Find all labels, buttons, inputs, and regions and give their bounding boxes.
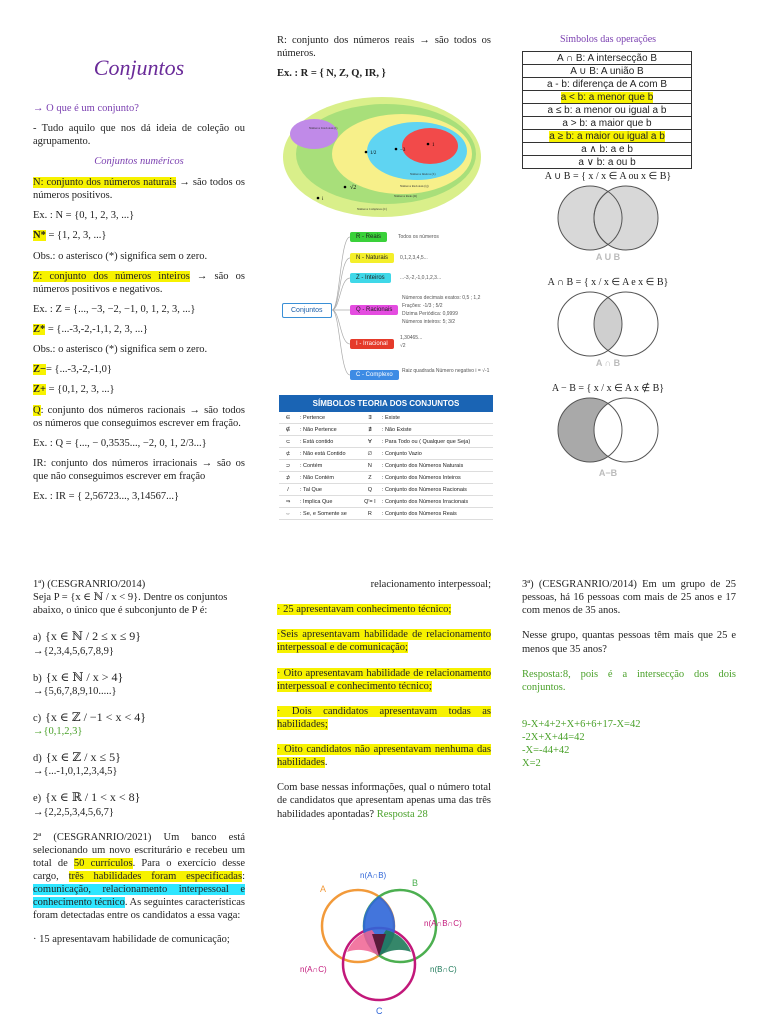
venn-label-ac: n(A∩C) xyxy=(300,965,327,974)
intersection-label: A ∩ B xyxy=(595,358,621,368)
operation-cell xyxy=(523,156,692,169)
complex-label: Números Complexos (C) xyxy=(357,207,388,211)
column-question-3 xyxy=(522,578,736,770)
q1-option-expression: b) {x ∈ ℕ / x > 4} xyxy=(33,669,124,684)
q3-answer: Resposta:8, pois é a intersecção dos dois conjuntos. xyxy=(522,668,736,693)
symbol-row xyxy=(279,472,493,484)
operation-cell xyxy=(523,65,692,78)
page-title: Conjuntos xyxy=(93,55,185,80)
operation-text: A ∪ B: A união B xyxy=(570,65,644,77)
symbol-glyph: N xyxy=(361,460,379,472)
difference-label: A−B xyxy=(598,468,618,478)
symbol-meaning: : Existe xyxy=(379,412,493,424)
sets-mindmap xyxy=(280,222,494,382)
q2-item-two: · Dois candidatos apresentavam todas as habilidades; xyxy=(277,705,491,730)
symbols-table-title: SÍMBOLOS TEORIA DOS CONJUNTOS xyxy=(279,395,493,412)
irrationals-example: Ex. : IR = { 2,56723..., 3,14567...} xyxy=(33,491,180,503)
symbol-glyph: Q xyxy=(361,484,379,496)
q1-option xyxy=(33,670,245,698)
operation-row xyxy=(523,52,692,65)
symbol-row xyxy=(279,412,493,424)
difference-venn xyxy=(522,394,694,482)
symbol-meaning: : Não está Contido xyxy=(297,448,361,460)
what-is-set-question: → O que é um conjunto? xyxy=(33,102,139,114)
symbol-glyph: ⊃ xyxy=(279,460,297,472)
three-set-venn xyxy=(300,868,475,1018)
operation-row xyxy=(523,130,692,143)
symbol-meaning: : Implica Que xyxy=(297,496,361,508)
diagram-i: i xyxy=(322,197,324,202)
diagram-dot-i xyxy=(317,197,320,200)
symbol-meaning: : Conjunto Vazio xyxy=(379,448,493,460)
integers-star: Z* = {...-3,-2,-1,1, 2, 3, ...} xyxy=(33,324,148,335)
mindmap-node-rationals: Q - Racionais xyxy=(350,305,398,315)
symbol-row xyxy=(279,424,493,436)
mindmap-desc-naturals: 0,1,2,3,4,5... xyxy=(400,255,428,261)
operation-row xyxy=(523,117,692,130)
mindmap-node-reals: R - Reais xyxy=(350,232,387,242)
union-venn xyxy=(522,182,694,264)
intersection-venn xyxy=(522,288,694,370)
reals-example: Ex. : R = { N, Z, Q, IR, } xyxy=(277,68,386,80)
union-label: A U B xyxy=(595,252,621,262)
symbol-glyph: Z xyxy=(361,472,379,484)
symbol-glyph: ∄ xyxy=(361,424,379,436)
integers-def: Z: conjunto dos números inteiros → são os números positivos e negativos. xyxy=(33,270,245,295)
naturals-example: Ex. : N = {0, 1, 2, 3, ...} xyxy=(33,210,135,222)
column-real-sets xyxy=(277,34,491,87)
column-natural-sets xyxy=(33,48,245,510)
q2-item-technical: · 25 apresentavam conhecimento técnico; xyxy=(277,604,452,616)
q2-item-communication: · 15 apresentavam habilidade de comunicação; xyxy=(33,933,230,945)
rationals-def: Q: conjunto dos números racionais → são todos os números que conseguimos escrever em fração. xyxy=(33,404,245,429)
mindmap-desc-integers: ...-3,-2,-1,0,1,2,3... xyxy=(400,275,442,281)
diagram-dot-one xyxy=(427,143,430,146)
mindmap-node-naturals: N - Naturais xyxy=(350,253,394,263)
q3-calc-line-1: 9-X+4+2+X+6+6+17-X=42 xyxy=(522,718,641,730)
symbol-meaning: : Não Existe xyxy=(379,424,493,436)
irrationals-label: Números Irracionais (I) xyxy=(309,126,338,130)
symbol-glyph: R xyxy=(361,508,379,520)
q1-option-expression: d) {x ∈ ℤ / x ≤ 5} xyxy=(33,750,121,765)
q3-calc-line-3: -X=-44+42 xyxy=(522,745,570,757)
naturals-star: N* = {1, 2, 3, ...} xyxy=(33,230,107,242)
column-questions-1-2 xyxy=(33,578,245,953)
diagram-sqrt2: √2 xyxy=(350,185,357,191)
diagram-half: 1/2 xyxy=(370,151,377,156)
symbol-glyph: / xyxy=(279,484,297,496)
operation-text: A ∩ B: A intersecção B xyxy=(556,52,658,64)
operation-text: a ≤ b: a menor ou igual a b xyxy=(547,104,667,116)
q1-option-expression: e) {x ∈ ℝ / 1 < x < 8} xyxy=(33,790,141,805)
irrationals-def: IR: conjunto dos números irracionais → são os que não conseguimos escrever em fração xyxy=(33,457,245,482)
symbol-meaning: : Se, e Somente se xyxy=(297,508,361,520)
symbol-glyph: ⇒ xyxy=(279,496,297,508)
mindmap-desc-rationals: Números decimais exatos: 0,5 ; 1,2 Frações: -1/3 ; 5/2 Dízima Periódica: 0,9999 Números inteiros: 5; 3/2 xyxy=(402,295,481,325)
q1-option-expression: c) {x ∈ ℤ / −1 < x < 4} xyxy=(33,709,146,724)
obs-asterisk-1: Obs.: o asterisco (*) significa sem o zero. xyxy=(33,250,208,262)
difference-formula: A − B = { x / x ∈ A x ∉ B} xyxy=(551,383,665,394)
q2-item-interpersonal: relacionamento interpessoal; xyxy=(370,579,491,590)
symbol-meaning: : Conjunto dos Números Reais xyxy=(379,508,493,520)
q2-question: Com base nessas informações, qual o número total de candidatos que apresentam apenas uma das três habilidades apontadas? Resposta 28 xyxy=(277,782,491,820)
venn-label-abc: n(A∩B∩C) xyxy=(424,919,462,928)
operation-text: a ∧ b: a e b xyxy=(581,143,633,155)
operation-row xyxy=(523,156,692,169)
symbol-row xyxy=(279,460,493,472)
diagram-dot-sqrt2 xyxy=(344,186,347,189)
operation-text: a > b: a maior que b xyxy=(562,117,652,129)
venn-label-bc: n(B∩C) xyxy=(430,965,457,974)
operation-text: a ≥ b: a maior ou igual a b xyxy=(549,130,665,142)
q2-text: 2ª (CESGRANRIO/2021) Um banco está selecionando um novo escriturário e recebeu um total de 50 currículos. Para o exercício desse cargo, três habilidades foram especificadas: comunicação, relacionamento interpessoal e conhecimento técnico. As seguintes características foram detectadas entre os candidatos a essa vaga: xyxy=(33,831,245,922)
symbol-meaning: : Está contido xyxy=(297,436,361,448)
symbol-row xyxy=(279,508,493,520)
integers-minus: Z−= {...-3,-2,-1,0} xyxy=(33,364,112,376)
mindmap-root: Conjuntos xyxy=(282,303,332,318)
symbol-glyph: ⊂ xyxy=(279,436,297,448)
operation-cell xyxy=(523,52,692,65)
symbol-meaning: : Contém xyxy=(297,460,361,472)
irrationals-set-region xyxy=(290,119,338,149)
symbol-meaning: : Não Pertence xyxy=(297,424,361,436)
q2-item-eight: · Oito apresentavam habilidade de relacionamento interpessoal e conhecimento técnico; xyxy=(277,667,491,692)
symbol-meaning: : Pertence xyxy=(297,412,361,424)
numeric-sets-diagram xyxy=(282,96,482,218)
q1-option-answer: →{5,6,7,8,9,10.....} xyxy=(33,685,117,697)
integers-plus: Z+ = {0,1, 2, 3, ...} xyxy=(33,384,115,396)
symbol-glyph: ⇔ xyxy=(279,508,297,520)
mindmap-desc-reals: Todos os números xyxy=(398,234,439,240)
q1-option xyxy=(33,629,245,657)
operation-row xyxy=(523,143,692,156)
union-formula: A ∪ B = { x / x ∈ A ou x ∈ B} xyxy=(544,171,672,182)
symbols-table-block xyxy=(279,395,493,520)
q1-option xyxy=(33,710,245,738)
venn-label-b: B xyxy=(412,878,419,888)
q1-option-answer: →{...-1,0,1,2,3,4,5} xyxy=(33,766,118,778)
q1-option-answer: →{0,1,2,3} xyxy=(33,726,83,737)
q3-question: Nesse grupo, quantas pessoas têm mais que 25 e menos que 35 anos? xyxy=(522,630,736,655)
symbol-meaning: : Tal Que xyxy=(297,484,361,496)
naturals-set-region xyxy=(402,128,458,164)
venn-label-c: C xyxy=(376,1006,383,1016)
symbol-meaning: : Conjunto dos Números Naturais xyxy=(379,460,493,472)
operation-cell xyxy=(523,117,692,130)
diagram-minus3: −3 xyxy=(400,148,406,153)
obs-asterisk-2: Obs.: o asterisco (*) significa sem o zero. xyxy=(33,344,208,356)
rationals-example: Ex. : Q = {..., − 0,3535..., −2, 0, 1, 2/3...} xyxy=(33,437,207,449)
symbol-meaning: : Conjunto dos Números Inteiros xyxy=(379,472,493,484)
reals-def: R: conjunto dos números reais → são todos os números. xyxy=(277,35,491,60)
operation-row xyxy=(523,104,692,117)
operation-cell xyxy=(523,91,692,104)
mindmap-node-complex: C - Complexo xyxy=(350,370,399,380)
operation-cell xyxy=(523,130,692,143)
symbol-glyph: ⊄ xyxy=(279,448,297,460)
operation-row xyxy=(523,65,692,78)
symbol-glyph: ∅ xyxy=(361,448,379,460)
integers-example: Ex. : Z = {..., −3, −2, −1, 0, 1, 2, 3, ...} xyxy=(33,303,196,315)
q1-option-answer: →{2,2,5,3,4,5,6,7} xyxy=(33,806,114,818)
symbol-glyph: ∃ xyxy=(361,412,379,424)
q2-item-six: ·Seis apresentavam habilidade de relacionamento interpessoal e de comunicação; xyxy=(277,629,491,654)
q3-calc-line-2: -2X+X+44=42 xyxy=(522,732,585,743)
symbol-meaning: : Para Todo ou ( Qualquer que Seja) xyxy=(379,436,493,448)
q2-item-none: · Oito candidatos não apresentavam nenhuma das habilidades. xyxy=(277,744,491,769)
integers-label: Números Inteiros (Z) xyxy=(410,172,436,176)
venn-label-a: A xyxy=(320,884,327,894)
q3-calc-line-4: X=2 xyxy=(522,758,541,770)
operations-title: Símbolos das operações xyxy=(559,34,657,45)
symbol-meaning: : Não Contém xyxy=(297,472,361,484)
operations-table xyxy=(522,51,692,169)
operation-row xyxy=(523,78,692,91)
set-definition: - Tudo aquilo que nos dá ideia de coleção ou agrupamento. xyxy=(33,122,245,147)
symbol-glyph: ∉ xyxy=(279,424,297,436)
symbol-row xyxy=(279,436,493,448)
intersection-formula: A ∩ B = { x / x ∈ A e x ∈ B} xyxy=(547,277,669,288)
symbol-meaning: : Conjunto dos Números Irracionais xyxy=(379,496,493,508)
q1-option-expression: a) {x ∈ ℕ / 2 ≤ x ≤ 9} xyxy=(33,629,142,644)
symbol-glyph: ∀ xyxy=(361,436,379,448)
q1-option xyxy=(33,790,245,818)
column-question-2-cont xyxy=(277,578,491,828)
rationals-label: Números Racionais (Q) xyxy=(400,184,429,188)
operation-text: a < b: a menor que b xyxy=(560,91,654,103)
operation-cell xyxy=(523,104,692,117)
q1-text: Seja P = {x ∈ ℕ / x < 9}. Dentre os conjuntos abaixo, o único que é subconjunto de P é: xyxy=(33,592,228,617)
symbol-row xyxy=(279,484,493,496)
column-operations xyxy=(522,34,694,487)
diagram-dot-half xyxy=(365,151,368,154)
q1-option-answer: →{2,3,4,5,6,7,8,9} xyxy=(33,645,114,657)
q1-heading: 1ª) (CESGRANRIO/2014) xyxy=(33,579,146,590)
symbol-glyph: Q'= I xyxy=(361,496,379,508)
symbol-glyph: ⊅ xyxy=(279,472,297,484)
q3-text: 3ª) (CESGRANRIO/2014) Em um grupo de 25 pessoas, há 16 pessoas com mais de 25 anos e 17 com menos de 35 anos. xyxy=(522,579,736,617)
operation-cell xyxy=(523,78,692,91)
diagram-one: 1 xyxy=(432,143,435,148)
reals-label: Números Reais (R) xyxy=(394,194,418,198)
mindmap-node-integers: Z - Inteiros xyxy=(350,273,391,283)
operation-text: a - b: diferença de A com B xyxy=(546,78,668,90)
mindmap-desc-complex: Raiz quadrada Número negativo i = √-1 xyxy=(402,368,490,374)
mindmap-node-irrational: I - Irracional xyxy=(350,339,394,349)
mindmap-desc-irrational: 1,30465... √2 xyxy=(400,335,423,349)
symbol-meaning: : Conjunto dos Números Racionais xyxy=(379,484,493,496)
symbol-row xyxy=(279,448,493,460)
q1-option xyxy=(33,750,245,778)
operation-text: a ∨ b: a ou b xyxy=(578,156,636,168)
symbol-glyph: ∈ xyxy=(279,412,297,424)
operation-row xyxy=(523,91,692,104)
venn-label-ab: n(A∩B) xyxy=(360,871,387,880)
numeric-sets-subtitle: Conjuntos numéricos xyxy=(94,155,184,167)
operation-cell xyxy=(523,143,692,156)
diagram-dot-minus3 xyxy=(395,148,398,151)
naturals-def: N: conjunto dos números naturais → são todos os números positivos. xyxy=(33,177,246,202)
symbols-table xyxy=(279,412,493,520)
symbol-row xyxy=(279,496,493,508)
